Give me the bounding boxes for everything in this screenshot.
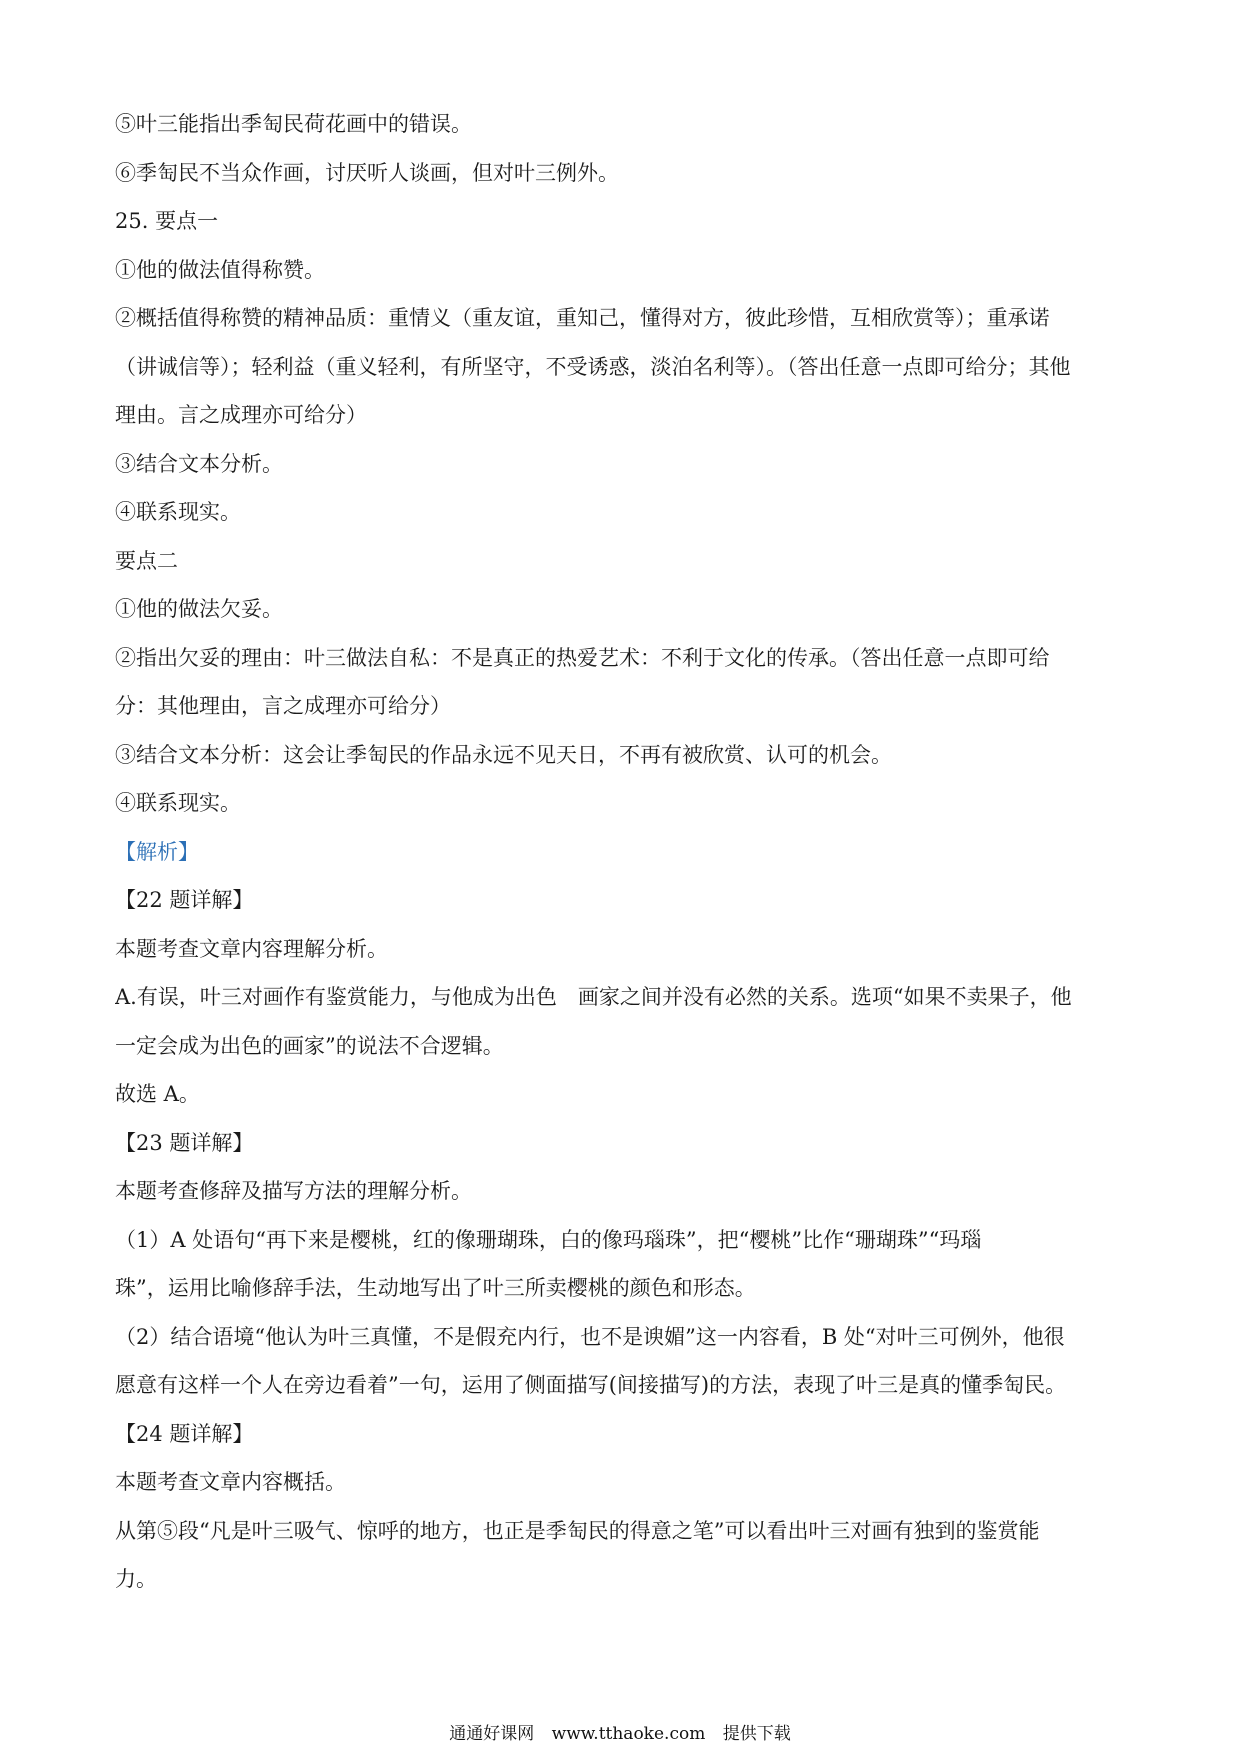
section-heading: 【23 题详解】: [115, 1130, 254, 1155]
footer-url[interactable]: www.tthaoke.com: [551, 1724, 706, 1744]
section-heading: 【24 题详解】: [115, 1421, 254, 1446]
answer-line: ④联系现实。: [115, 500, 241, 524]
document-body: [115, 100, 1125, 1604]
answer-line: ⑥季匋民不当众作画，讨厌听人谈画，但对叶三例外。: [115, 160, 619, 185]
analysis-line: 从第⑤段“凡是叶三吸气、惊呼的地方，也正是季匋民的得意之笔”可以看出叶三对画有独到的鉴赏能: [115, 1518, 1040, 1543]
page-footer: [0, 1722, 1240, 1746]
analysis-line: 力。: [115, 1567, 157, 1591]
analysis-line: 珠”，运用比喻修辞手法，生动地写出了叶三所卖樱桃的颜色和形态。: [115, 1276, 756, 1300]
answer-line: ③结合文本分析。: [115, 451, 283, 476]
analysis-line: A.有误，叶三对画作有鉴赏能力，与他成为出色 画家之间并没有必然的关系。选项“如果不卖果子，他: [115, 985, 1072, 1009]
answer-line: ④联系现实。: [115, 791, 241, 815]
analysis-line: 本题考查修辞及描写方法的理解分析。: [115, 1179, 472, 1203]
answer-line: ③结合文本分析：这会让季匋民的作品永远不见天日，不再有被欣赏、认可的机会。: [115, 742, 892, 767]
analysis-line: 本题考查文章内容概括。: [115, 1470, 346, 1494]
answer-line: 理由。言之成理亦可给分）: [115, 403, 367, 427]
section-heading: 【22 题详解】: [115, 888, 254, 912]
answer-line: ①他的做法值得称赞。: [115, 257, 325, 282]
analysis-line: 本题考查文章内容理解分析。: [115, 936, 388, 961]
footer-site-name: 通通好课网: [449, 1724, 535, 1744]
answer-line: 分：其他理由，言之成理亦可给分）: [115, 694, 451, 718]
analysis-line: （2）结合语境“他认为叶三真懂，不是假充内行，也不是谀媚”这一内容看，B 处“对叶三可例外，他很: [115, 1324, 1065, 1349]
analysis-line: （1）A 处语句“再下来是樱桃，红的像珊瑚珠，白的像玛瑙珠”，把“樱桃”比作“珊瑚珠”“玛瑙: [115, 1227, 982, 1252]
answer-line: ②指出欠妥的理由：叶三做法自私：不是真正的热爱艺术：不利于文化的传承。（答出任意一点即可给: [115, 645, 1050, 670]
footer-suffix: 提供下载: [722, 1724, 791, 1744]
answer-line: ①他的做法欠妥。: [115, 597, 283, 621]
answer-line: ⑤叶三能指出季匋民荷花画中的错误。: [115, 112, 472, 136]
point-heading: 要点二: [115, 548, 178, 573]
answer-line: （讲诚信等）；轻利益（重义轻利，有所坚守，不受诱惑，淡泊名利等）。（答出任意一点即可给分；其他: [115, 354, 1071, 379]
question-heading: 25. 要点一: [115, 209, 219, 233]
answer-line: ②概括值得称赞的精神品质：重情义（重友谊，重知己，懂得对方，彼此珍惜，互相欣赏等）；重承诺: [115, 306, 1050, 330]
analysis-line: 一定会成为出色的画家”的说法不合逻辑。: [115, 1033, 504, 1058]
analysis-line: 故选 A。: [115, 1082, 200, 1106]
analysis-line: 愿意有这样一个人在旁边看着”一句，运用了侧面描写(间接描写)的方法，表现了叶三是真的懂季匋民。: [115, 1373, 1067, 1397]
analysis-heading: 【解析】: [115, 839, 199, 864]
